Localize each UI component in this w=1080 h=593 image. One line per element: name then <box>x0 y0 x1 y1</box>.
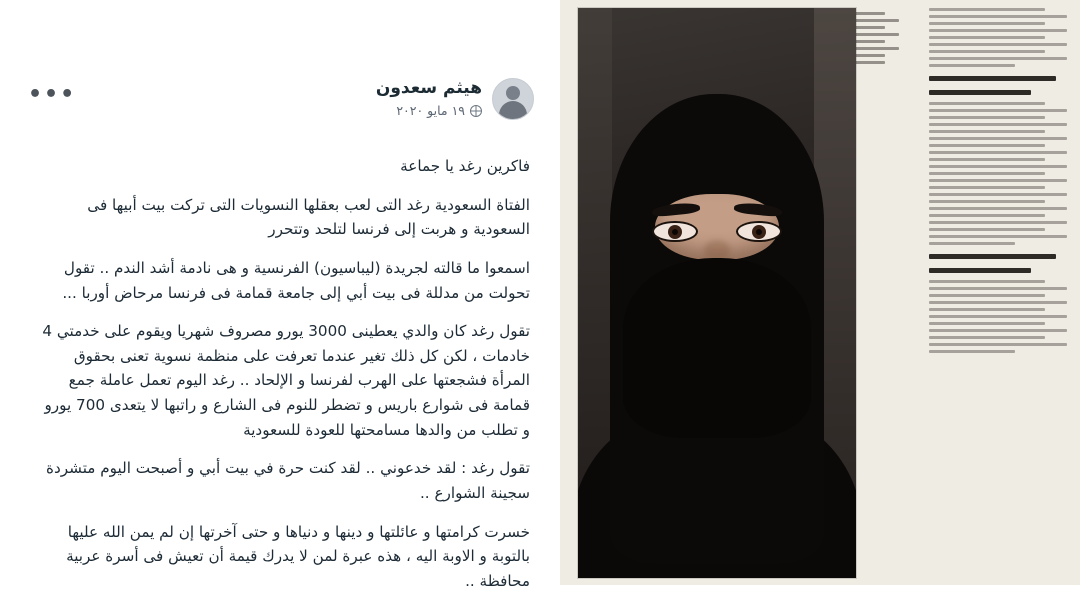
subject-nose-shadow <box>704 240 730 260</box>
post-paragraph: تقول رغد كان والدي يعطينى 3000 يورو مصروف شهريا ويقوم على خدمتي 4 خادمات ، لكن كل ذلك تغير عندما تعرفت على منظمة نسوية تعنى بحقوق المرأة فشجعتها على الهرب لفرنسا و الإلحاد .. رغد اليوم تعمل عاملة جمع قمامة فى شوارع باريس و تضطر للنوم فى الشارع و راتبها لا يتعدى 700 يورو و تطلب من والدها مسامحتها للعودة للسعودية <box>38 319 530 442</box>
post-paragraph: تقول رغد : لقد خدعوني .. لقد كنت حرة في بيت أبي و أصبحت اليوم متشردة سجينة الشوارع .. <box>38 456 530 505</box>
globe-icon <box>470 105 482 117</box>
post-date[interactable]: ١٩ مايو ٢٠٢٠ <box>396 103 465 119</box>
post-body <box>26 154 534 593</box>
avatar-head-shape <box>506 86 520 100</box>
post-paragraph: اسمعوا ما قالته لجريدة (ليباسيون) الفرنسية و هى نادمة أشد الندم .. تقول تحولت من مدللة فى بيت أبي إلى جامعة قمامة فى فرنسا مرحاض أوربا ... <box>38 256 530 305</box>
newspaper-subhead <box>929 90 1031 95</box>
newspaper-subhead <box>929 268 1031 273</box>
more-options-icon[interactable]: ••• <box>28 84 76 106</box>
post-paragraph: الفتاة السعودية رغد التى لعب بعقلها النسويات التى تركت بيت أبيها فى السعودية و هربت إلى فرنسا لتلحد وتتحرر <box>38 193 530 242</box>
subject-iris-left <box>668 225 682 239</box>
newspaper-subhead <box>929 76 1056 81</box>
post-paragraph: خسرت كرامتها و عائلتها و دينها و دنياها و حتى آخرتها إن لم يمن الله عليها بالتوبة و الاوبة اليه ، هذه عبرة لمن لا يدرك قيمة أن تعيش فى أسرة عربية محافظة .. <box>38 520 530 593</box>
post-paragraph: فاكرين رغد يا جماعة <box>38 154 530 179</box>
newspaper-column-right <box>922 6 1074 579</box>
post-author-name[interactable]: هيثم سعدون <box>376 78 482 99</box>
subject-eye-left <box>654 223 696 240</box>
subject-eye-right <box>738 223 780 240</box>
avatar-body-shape <box>499 101 527 119</box>
subject-face-veil <box>623 258 811 438</box>
subject-iris-right <box>752 225 766 239</box>
avatar[interactable] <box>492 78 534 120</box>
post-photo[interactable] <box>578 8 856 578</box>
post-media-pane[interactable] <box>560 0 1080 585</box>
newspaper-subhead <box>929 254 1056 259</box>
post-meta <box>396 103 482 119</box>
post-author-block <box>376 78 482 119</box>
post-header <box>26 78 534 132</box>
